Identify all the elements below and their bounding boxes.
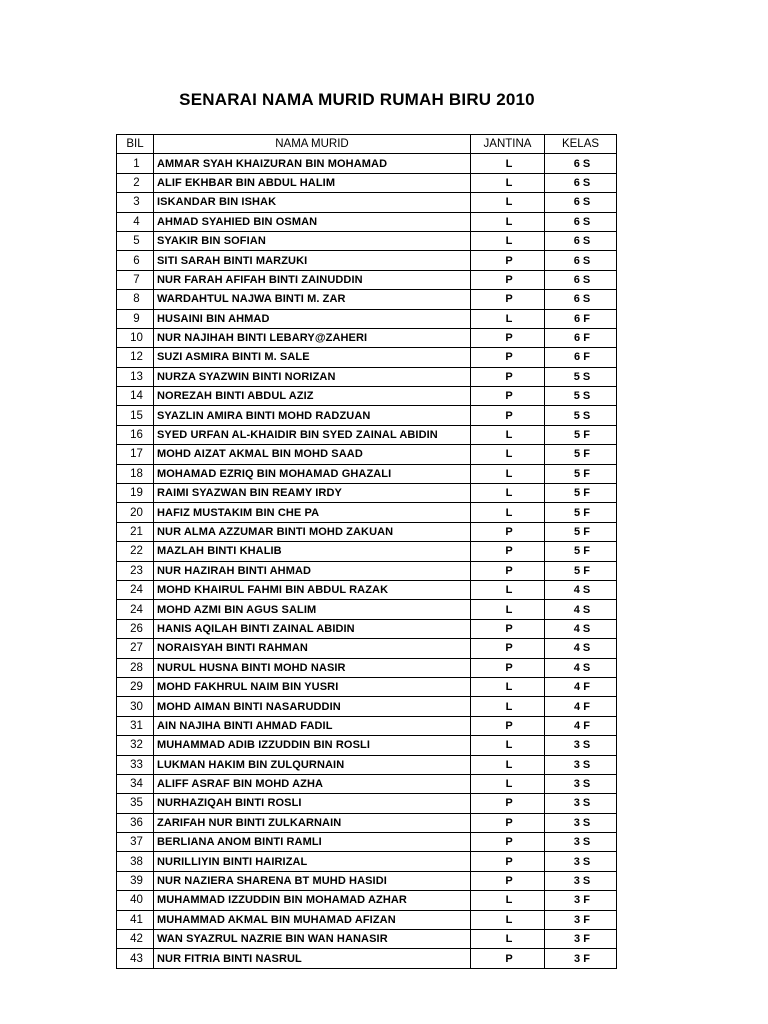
column-header-jantina: JANTINA bbox=[471, 135, 545, 154]
cell-bil: 32 bbox=[117, 736, 154, 755]
cell-nama: NURILLIYIN BINTI HAIRIZAL bbox=[154, 852, 471, 871]
table-row bbox=[117, 231, 617, 250]
cell-jantina: L bbox=[471, 445, 545, 464]
cell-nama: LUKMAN HAKIM BIN ZULQURNAIN bbox=[154, 755, 471, 774]
cell-kelas: 4 S bbox=[545, 658, 617, 677]
table-row bbox=[117, 677, 617, 696]
cell-kelas: 3 F bbox=[545, 949, 617, 968]
cell-jantina: L bbox=[471, 891, 545, 910]
cell-bil: 10 bbox=[117, 328, 154, 347]
cell-jantina: L bbox=[471, 173, 545, 192]
cell-jantina: P bbox=[471, 290, 545, 309]
cell-nama: MOHD AIMAN BINTI NASARUDDIN bbox=[154, 697, 471, 716]
cell-bil: 22 bbox=[117, 542, 154, 561]
cell-kelas: 6 S bbox=[545, 251, 617, 270]
table-row bbox=[117, 871, 617, 890]
cell-jantina: L bbox=[471, 677, 545, 696]
cell-kelas: 6 F bbox=[545, 309, 617, 328]
cell-bil: 37 bbox=[117, 833, 154, 852]
column-header-bil: BIL bbox=[117, 135, 154, 154]
cell-bil: 27 bbox=[117, 639, 154, 658]
table-row bbox=[117, 464, 617, 483]
cell-bil: 7 bbox=[117, 270, 154, 289]
cell-bil: 38 bbox=[117, 852, 154, 871]
cell-jantina: L bbox=[471, 580, 545, 599]
table-row bbox=[117, 406, 617, 425]
cell-nama: NUR ALMA AZZUMAR BINTI MOHD ZAKUAN bbox=[154, 522, 471, 541]
cell-nama: NURZA SYAZWIN BINTI NORIZAN bbox=[154, 367, 471, 386]
cell-nama: ISKANDAR BIN ISHAK bbox=[154, 193, 471, 212]
cell-kelas: 4 F bbox=[545, 677, 617, 696]
cell-jantina: P bbox=[471, 716, 545, 735]
cell-jantina: L bbox=[471, 600, 545, 619]
cell-nama: NURHAZIQAH BINTI ROSLI bbox=[154, 794, 471, 813]
cell-nama: ALIF EKHBAR BIN ABDUL HALIM bbox=[154, 173, 471, 192]
cell-nama: MOHAMAD EZRIQ BIN MOHAMAD GHAZALI bbox=[154, 464, 471, 483]
cell-kelas: 4 S bbox=[545, 580, 617, 599]
cell-nama: NUR NAJIHAH BINTI LEBARY@ZAHERI bbox=[154, 328, 471, 347]
table-row bbox=[117, 813, 617, 832]
cell-bil: 41 bbox=[117, 910, 154, 929]
cell-bil: 19 bbox=[117, 484, 154, 503]
cell-jantina: P bbox=[471, 387, 545, 406]
cell-kelas: 6 S bbox=[545, 173, 617, 192]
cell-jantina: P bbox=[471, 328, 545, 347]
cell-kelas: 3 S bbox=[545, 813, 617, 832]
table-row bbox=[117, 522, 617, 541]
cell-nama: RAIMI SYAZWAN BIN REAMY IRDY bbox=[154, 484, 471, 503]
cell-jantina: L bbox=[471, 231, 545, 250]
cell-kelas: 3 F bbox=[545, 910, 617, 929]
table-body bbox=[117, 154, 617, 968]
cell-kelas: 3 S bbox=[545, 736, 617, 755]
cell-jantina: L bbox=[471, 309, 545, 328]
cell-nama: SYED URFAN AL-KHAIDIR BIN SYED ZAINAL ABIDIN bbox=[154, 425, 471, 444]
cell-nama: WAN SYAZRUL NAZRIE BIN WAN HANASIR bbox=[154, 930, 471, 949]
cell-bil: 39 bbox=[117, 871, 154, 890]
cell-nama: MUHAMMAD IZZUDDIN BIN MOHAMAD AZHAR bbox=[154, 891, 471, 910]
cell-bil: 24 bbox=[117, 580, 154, 599]
cell-jantina: P bbox=[471, 949, 545, 968]
cell-jantina: L bbox=[471, 503, 545, 522]
cell-nama: AHMAD SYAHIED BIN OSMAN bbox=[154, 212, 471, 231]
cell-jantina: P bbox=[471, 348, 545, 367]
cell-kelas: 4 F bbox=[545, 716, 617, 735]
cell-bil: 18 bbox=[117, 464, 154, 483]
table-row bbox=[117, 910, 617, 929]
cell-bil: 13 bbox=[117, 367, 154, 386]
table-row bbox=[117, 212, 617, 231]
cell-nama: MOHD AZMI BIN AGUS SALIM bbox=[154, 600, 471, 619]
table-row bbox=[117, 290, 617, 309]
table-row bbox=[117, 600, 617, 619]
table-row bbox=[117, 484, 617, 503]
cell-jantina: L bbox=[471, 154, 545, 173]
table-row bbox=[117, 852, 617, 871]
cell-kelas: 3 F bbox=[545, 891, 617, 910]
cell-bil: 42 bbox=[117, 930, 154, 949]
cell-bil: 34 bbox=[117, 774, 154, 793]
cell-jantina: P bbox=[471, 251, 545, 270]
cell-kelas: 5 F bbox=[545, 522, 617, 541]
table-row bbox=[117, 542, 617, 561]
cell-bil: 8 bbox=[117, 290, 154, 309]
cell-kelas: 6 S bbox=[545, 231, 617, 250]
cell-nama: WARDAHTUL NAJWA BINTI M. ZAR bbox=[154, 290, 471, 309]
cell-jantina: P bbox=[471, 871, 545, 890]
table-row bbox=[117, 580, 617, 599]
cell-bil: 40 bbox=[117, 891, 154, 910]
cell-kelas: 6 S bbox=[545, 212, 617, 231]
cell-jantina: P bbox=[471, 852, 545, 871]
cell-kelas: 4 S bbox=[545, 619, 617, 638]
cell-kelas: 6 S bbox=[545, 154, 617, 173]
cell-jantina: P bbox=[471, 833, 545, 852]
cell-nama: NORAISYAH BINTI RAHMAN bbox=[154, 639, 471, 658]
cell-jantina: P bbox=[471, 406, 545, 425]
cell-kelas: 3 S bbox=[545, 794, 617, 813]
cell-kelas: 3 S bbox=[545, 833, 617, 852]
cell-jantina: P bbox=[471, 813, 545, 832]
table-header-row bbox=[117, 135, 617, 154]
page-title: SENARAI NAMA MURID RUMAH BIRU 2010 bbox=[179, 90, 535, 109]
cell-kelas: 5 S bbox=[545, 406, 617, 425]
cell-jantina: L bbox=[471, 930, 545, 949]
cell-kelas: 6 S bbox=[545, 270, 617, 289]
cell-kelas: 5 F bbox=[545, 542, 617, 561]
cell-kelas: 6 F bbox=[545, 348, 617, 367]
cell-nama: AMMAR SYAH KHAIZURAN BIN MOHAMAD bbox=[154, 154, 471, 173]
cell-bil: 24 bbox=[117, 600, 154, 619]
table-row bbox=[117, 561, 617, 580]
cell-bil: 36 bbox=[117, 813, 154, 832]
cell-jantina: P bbox=[471, 270, 545, 289]
cell-jantina: L bbox=[471, 484, 545, 503]
cell-bil: 20 bbox=[117, 503, 154, 522]
table-row bbox=[117, 930, 617, 949]
cell-bil: 5 bbox=[117, 231, 154, 250]
table-row bbox=[117, 251, 617, 270]
table-row bbox=[117, 445, 617, 464]
cell-jantina: L bbox=[471, 212, 545, 231]
cell-bil: 31 bbox=[117, 716, 154, 735]
cell-jantina: P bbox=[471, 522, 545, 541]
cell-kelas: 5 S bbox=[545, 367, 617, 386]
cell-kelas: 3 S bbox=[545, 755, 617, 774]
table-row bbox=[117, 833, 617, 852]
cell-bil: 9 bbox=[117, 309, 154, 328]
cell-kelas: 6 F bbox=[545, 328, 617, 347]
cell-nama: NUR NAZIERA SHARENA BT MUHD HASIDI bbox=[154, 871, 471, 890]
cell-bil: 12 bbox=[117, 348, 154, 367]
cell-bil: 29 bbox=[117, 677, 154, 696]
cell-jantina: P bbox=[471, 619, 545, 638]
table-row bbox=[117, 154, 617, 173]
cell-jantina: P bbox=[471, 639, 545, 658]
table-row bbox=[117, 619, 617, 638]
cell-jantina: P bbox=[471, 542, 545, 561]
table-row bbox=[117, 794, 617, 813]
cell-nama: MOHD FAKHRUL NAIM BIN YUSRI bbox=[154, 677, 471, 696]
cell-nama: ZARIFAH NUR BINTI ZULKARNAIN bbox=[154, 813, 471, 832]
cell-bil: 28 bbox=[117, 658, 154, 677]
table-row bbox=[117, 716, 617, 735]
cell-jantina: P bbox=[471, 794, 545, 813]
cell-nama: MUHAMMAD ADIB IZZUDDIN BIN ROSLI bbox=[154, 736, 471, 755]
cell-kelas: 6 S bbox=[545, 290, 617, 309]
cell-nama: NUR FARAH AFIFAH BINTI ZAINUDDIN bbox=[154, 270, 471, 289]
cell-nama: HAFIZ MUSTAKIM BIN CHE PA bbox=[154, 503, 471, 522]
table-row bbox=[117, 309, 617, 328]
table-row bbox=[117, 328, 617, 347]
table-row bbox=[117, 755, 617, 774]
cell-nama: NOREZAH BINTI ABDUL AZIZ bbox=[154, 387, 471, 406]
cell-kelas: 3 S bbox=[545, 774, 617, 793]
cell-kelas: 5 F bbox=[545, 484, 617, 503]
cell-nama: ALIFF ASRAF BIN MOHD AZHA bbox=[154, 774, 471, 793]
cell-nama: MAZLAH BINTI KHALIB bbox=[154, 542, 471, 561]
table-row bbox=[117, 387, 617, 406]
table-row bbox=[117, 367, 617, 386]
table-row bbox=[117, 774, 617, 793]
cell-kelas: 3 S bbox=[545, 871, 617, 890]
cell-nama: HANIS AQILAH BINTI ZAINAL ABIDIN bbox=[154, 619, 471, 638]
cell-bil: 43 bbox=[117, 949, 154, 968]
cell-jantina: L bbox=[471, 774, 545, 793]
cell-bil: 6 bbox=[117, 251, 154, 270]
cell-kelas: 4 F bbox=[545, 697, 617, 716]
cell-nama: MOHD KHAIRUL FAHMI BIN ABDUL RAZAK bbox=[154, 580, 471, 599]
cell-kelas: 6 S bbox=[545, 193, 617, 212]
cell-bil: 1 bbox=[117, 154, 154, 173]
cell-nama: NUR HAZIRAH BINTI AHMAD bbox=[154, 561, 471, 580]
cell-nama: MUHAMMAD AKMAL BIN MUHAMAD AFIZAN bbox=[154, 910, 471, 929]
cell-bil: 17 bbox=[117, 445, 154, 464]
cell-kelas: 3 S bbox=[545, 852, 617, 871]
cell-bil: 30 bbox=[117, 697, 154, 716]
column-header-nama: NAMA MURID bbox=[154, 135, 471, 154]
cell-bil: 21 bbox=[117, 522, 154, 541]
cell-bil: 14 bbox=[117, 387, 154, 406]
cell-jantina: P bbox=[471, 561, 545, 580]
cell-jantina: L bbox=[471, 910, 545, 929]
table-row bbox=[117, 503, 617, 522]
cell-jantina: P bbox=[471, 658, 545, 677]
cell-kelas: 5 F bbox=[545, 561, 617, 580]
cell-kelas: 5 F bbox=[545, 503, 617, 522]
table-row bbox=[117, 891, 617, 910]
cell-nama: SITI SARAH BINTI MARZUKI bbox=[154, 251, 471, 270]
student-table bbox=[116, 134, 617, 969]
cell-bil: 3 bbox=[117, 193, 154, 212]
table-row bbox=[117, 697, 617, 716]
table-row bbox=[117, 658, 617, 677]
cell-kelas: 3 F bbox=[545, 930, 617, 949]
cell-bil: 26 bbox=[117, 619, 154, 638]
table-row bbox=[117, 348, 617, 367]
table-row bbox=[117, 949, 617, 968]
table-row bbox=[117, 736, 617, 755]
cell-nama: SYAKIR BIN SOFIAN bbox=[154, 231, 471, 250]
cell-kelas: 5 F bbox=[545, 445, 617, 464]
cell-kelas: 5 S bbox=[545, 387, 617, 406]
column-header-kelas: KELAS bbox=[545, 135, 617, 154]
cell-bil: 16 bbox=[117, 425, 154, 444]
cell-kelas: 4 S bbox=[545, 639, 617, 658]
cell-bil: 15 bbox=[117, 406, 154, 425]
cell-nama: BERLIANA ANOM BINTI RAMLI bbox=[154, 833, 471, 852]
cell-nama: MOHD AIZAT AKMAL BIN MOHD SAAD bbox=[154, 445, 471, 464]
cell-jantina: L bbox=[471, 697, 545, 716]
cell-nama: SYAZLIN AMIRA BINTI MOHD RADZUAN bbox=[154, 406, 471, 425]
cell-jantina: L bbox=[471, 736, 545, 755]
cell-bil: 35 bbox=[117, 794, 154, 813]
cell-kelas: 5 F bbox=[545, 425, 617, 444]
table-row bbox=[117, 173, 617, 192]
cell-nama: HUSAINI BIN AHMAD bbox=[154, 309, 471, 328]
cell-jantina: P bbox=[471, 367, 545, 386]
cell-bil: 4 bbox=[117, 212, 154, 231]
cell-jantina: L bbox=[471, 193, 545, 212]
cell-kelas: 4 S bbox=[545, 600, 617, 619]
cell-bil: 23 bbox=[117, 561, 154, 580]
cell-bil: 2 bbox=[117, 173, 154, 192]
cell-nama: NURUL HUSNA BINTI MOHD NASIR bbox=[154, 658, 471, 677]
cell-jantina: L bbox=[471, 464, 545, 483]
table-row bbox=[117, 425, 617, 444]
cell-nama: AIN NAJIHA BINTI AHMAD FADIL bbox=[154, 716, 471, 735]
cell-nama: NUR FITRIA BINTI NASRUL bbox=[154, 949, 471, 968]
table-row bbox=[117, 193, 617, 212]
cell-jantina: L bbox=[471, 425, 545, 444]
table-row bbox=[117, 270, 617, 289]
cell-kelas: 5 F bbox=[545, 464, 617, 483]
cell-bil: 33 bbox=[117, 755, 154, 774]
cell-jantina: L bbox=[471, 755, 545, 774]
cell-nama: SUZI ASMIRA BINTI M. SALE bbox=[154, 348, 471, 367]
table-row bbox=[117, 639, 617, 658]
